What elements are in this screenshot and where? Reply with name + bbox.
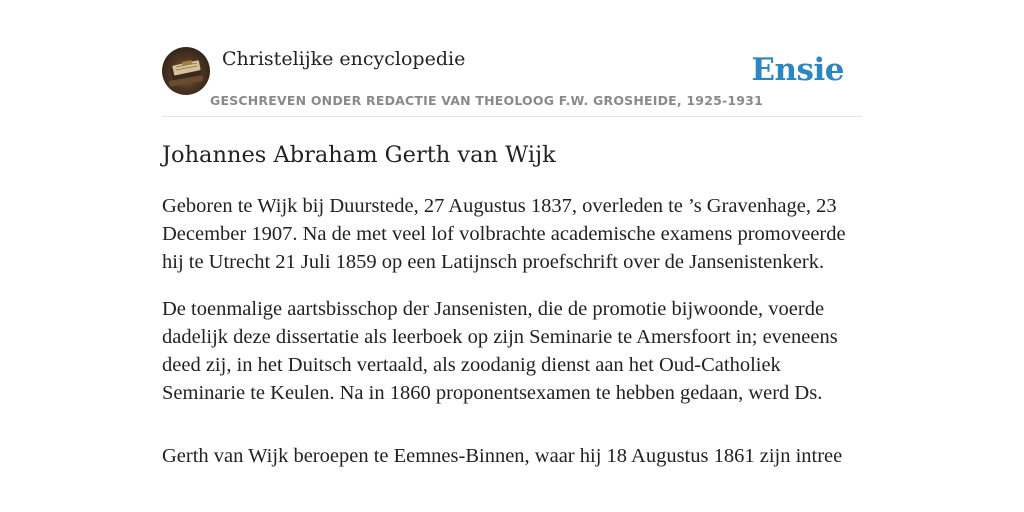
- article-title: Johannes Abraham Gerth van Wijk: [162, 142, 556, 168]
- book-logo-icon[interactable]: [162, 47, 210, 95]
- article-paragraph: Gerth van Wijk beroepen te Eemnes-Binnen, waar hij 18 Augustus 1861 zijn intree: [162, 445, 843, 467]
- header: [162, 46, 862, 117]
- book-title[interactable]: Christelijke encyclopedie: [222, 48, 466, 70]
- article-body: [162, 192, 862, 489]
- article-paragraph: De toenmalige aartsbisschop der Jansenisten, die de promotie bijwoonde, voerde dadelijk deze dissertatie als leerboek op zijn Seminarie te Amersfoort in; eveneens deed zij, in het Duitsch vertaald, als zoodanig dienst aan het Oud-Catholiek Seminarie te Keulen. Na in 1860 proponentsexamen te hebben gedaan, werd Ds.: [162, 298, 838, 404]
- ensie-logo-link[interactable]: Ensie: [751, 52, 844, 88]
- book-subtitle: GESCHREVEN ONDER REDACTIE VAN THEOLOOG F.W. GROSHEIDE, 1925-1931: [210, 93, 763, 108]
- article-paragraph: Geboren te Wijk bij Duurstede, 27 Augustus 1837, overleden te ’s Gravenhage, 23 December 1907. Na de met veel lof volbrachte academische examens promoveerde hij te Utrecht 21 Juli 1859 op een Latijnsch proefschrift over de Jansenistenkerk.: [162, 195, 846, 273]
